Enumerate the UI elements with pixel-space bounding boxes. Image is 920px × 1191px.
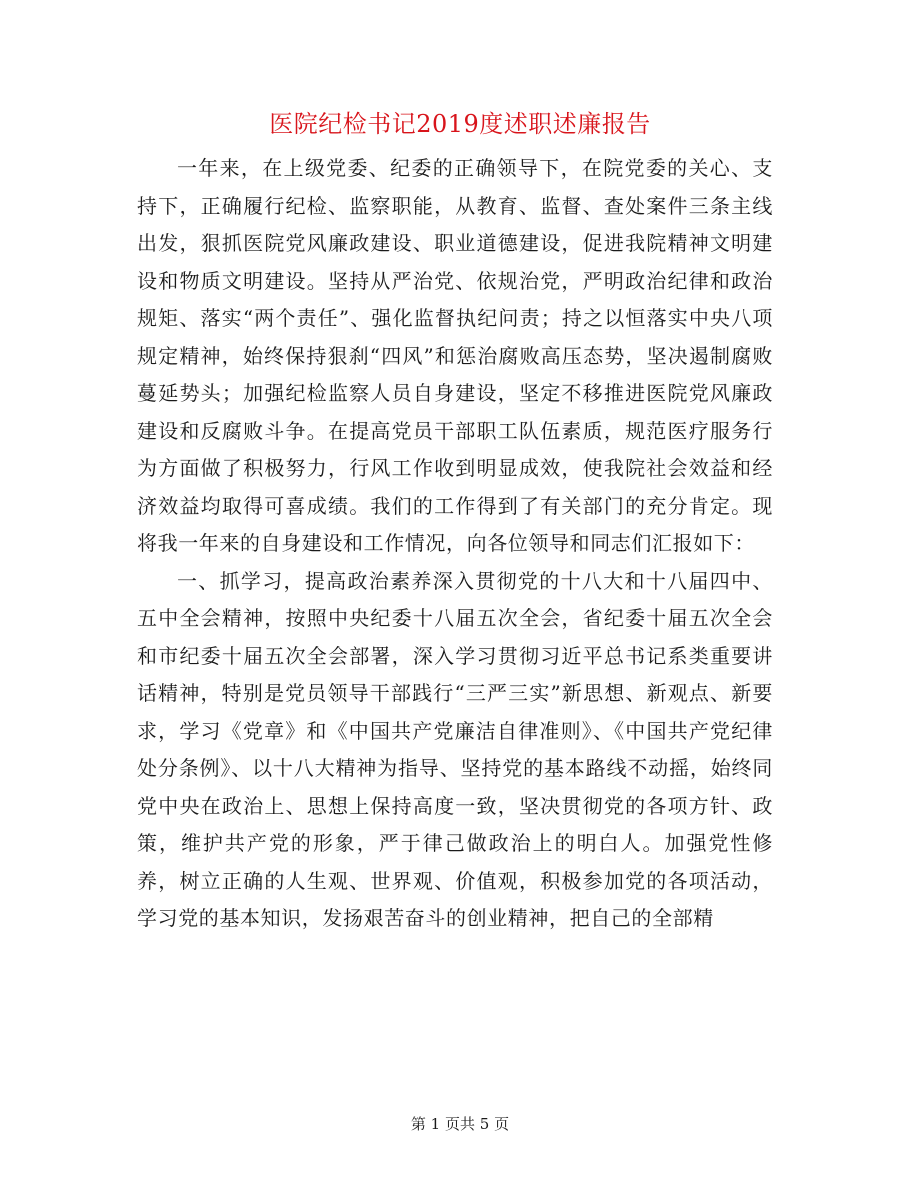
document-body (137, 150, 773, 938)
body-paragraph-study: 一、抓学习，提高政治素养深入贯彻党的十八大和十八届四中、五中全会精神，按照中央纪委十八届五次全会，省纪委十届五次全会和市纪委十届五次全会部署，深入学习贯彻习近平总书记系类重要讲话精神，特别是党员领导干部践行“三严三实”新思想、新观点、新要求，学习《党章》和《中国共产党廉洁自律准则》、《中国共产党纪律处分条例》、以十八大精神为指导、坚持党的基本路线不动摇，始终同党中央在政治上、思想上保持高度一致，坚决贯彻党的各项方针、政策，维护共产党的形象，严于律己做政治上的明白人。加强党性修养，树立正确的人生观、世界观、价值观，积极参加党的各项活动，学习党的基本知识，发扬艰苦奋斗的创业精神，把自己的全部精 (137, 568, 773, 930)
page-footer: 第 1 页共 5 页 (410, 1115, 510, 1133)
body-paragraph-intro: 一年来，在上级党委、纪委的正确领导下，在院党委的关心、支持下，正确履行纪检、监察职能，从教育、监督、查处案件三条主线出发，狠抓医院党风廉政建设、职业道德建设，促进我院精神文明建设和物质文明建设。坚持从严治党、依规治党，严明政治纪律和政治规矩、落实“两个责任”、强化监督执纪问责；持之以恒落实中央八项规定精神，始终保持狠刹“四风”和惩治腐败高压态势，坚决遏制腐败蔓延势头；加强纪检监察人员自身建设，坚定不移推进医院党风廉政建设和反腐败斗争。在提高党员干部职工队伍素质，规范医疗服务行为方面做了积极努力，行风工作收到明显成效，使我院社会效益和经济效益均取得可喜成绩。我们的工作得到了有关部门的充分肯定。现将我一年来的自身建设和工作情况，向各位领导和同志们汇报如下： (137, 156, 773, 555)
document-title: 医院纪检书记2019度述职述廉报告 (269, 110, 651, 138)
